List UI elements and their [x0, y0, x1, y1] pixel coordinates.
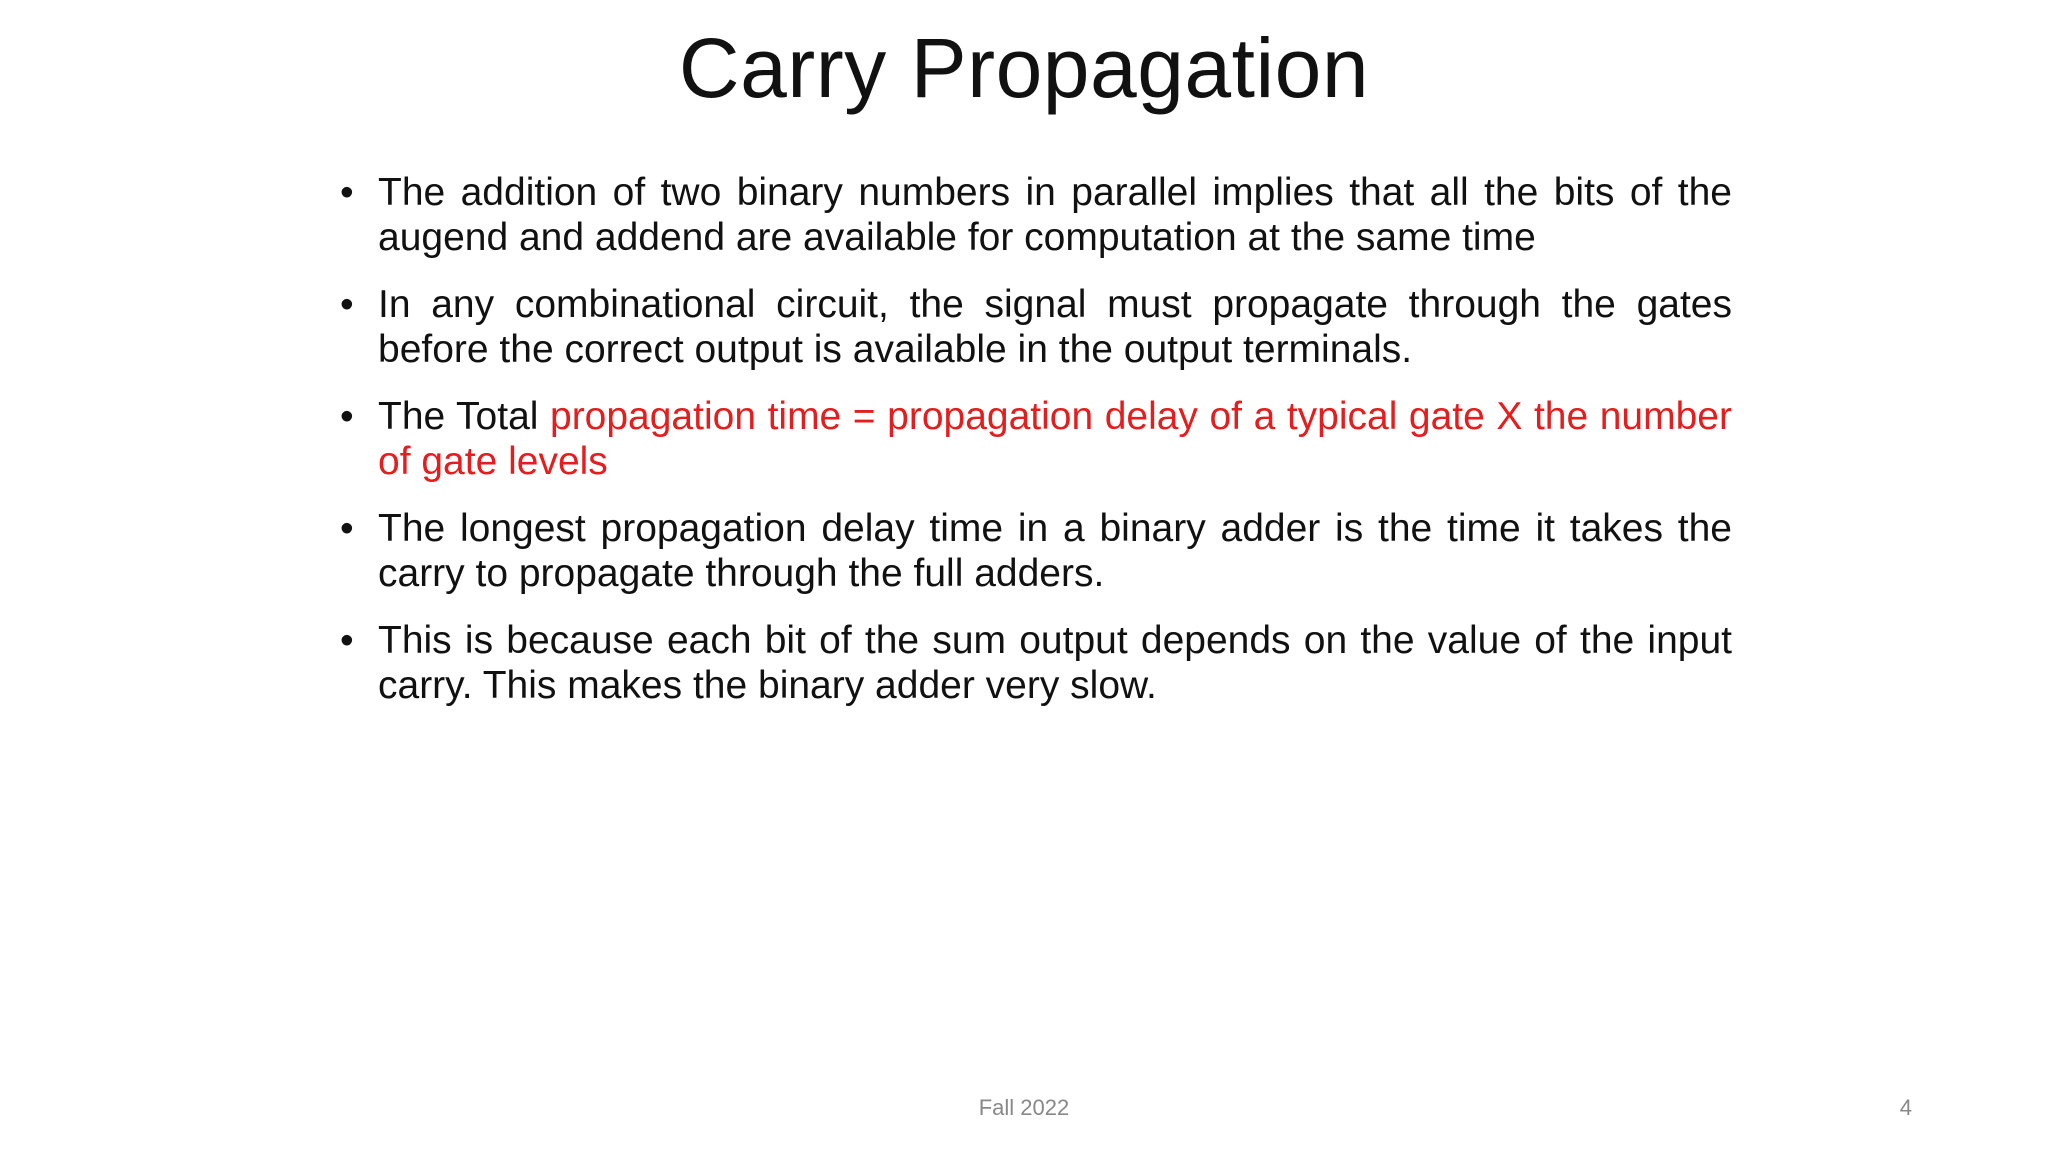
page-number: 4: [1899, 1095, 1912, 1120]
bullet-item-4: [340, 506, 1732, 596]
bullet-item-3: [340, 394, 1732, 484]
bullet-text-prefix: The Total: [378, 395, 550, 438]
bullet-dot-icon: •: [340, 283, 354, 326]
slide-footer: Fall 2022: [978, 1095, 1070, 1120]
bullet-item-1: [340, 170, 1732, 260]
bullet-dot-icon: •: [340, 507, 354, 550]
bullet-list: [340, 170, 1732, 730]
bullet-text: The addition of two binary numbers in parallel implies that all the bits of the augend and addend are available for computation at the same time: [378, 171, 1732, 259]
bullet-dot-icon: •: [340, 619, 354, 662]
bullet-dot-icon: •: [340, 395, 354, 438]
bullet-text-highlight: propagation time = propagation delay of a typical gate X the number of gate levels: [378, 395, 1732, 483]
bullet-text: The longest propagation delay time in a binary adder is the time it takes the carry to propagate through the full adders.: [378, 507, 1732, 595]
slide-title: Carry Propagation: [678, 21, 1370, 115]
bullet-dot-icon: •: [340, 171, 354, 214]
bullet-text: This is because each bit of the sum output depends on the value of the input carry. This makes the binary adder very slow.: [378, 619, 1732, 707]
bullet-item-5: [340, 618, 1732, 708]
bullet-item-2: [340, 282, 1732, 372]
bullet-text: In any combinational circuit, the signal must propagate through the gates before the correct output is available in the output terminals.: [378, 283, 1732, 371]
